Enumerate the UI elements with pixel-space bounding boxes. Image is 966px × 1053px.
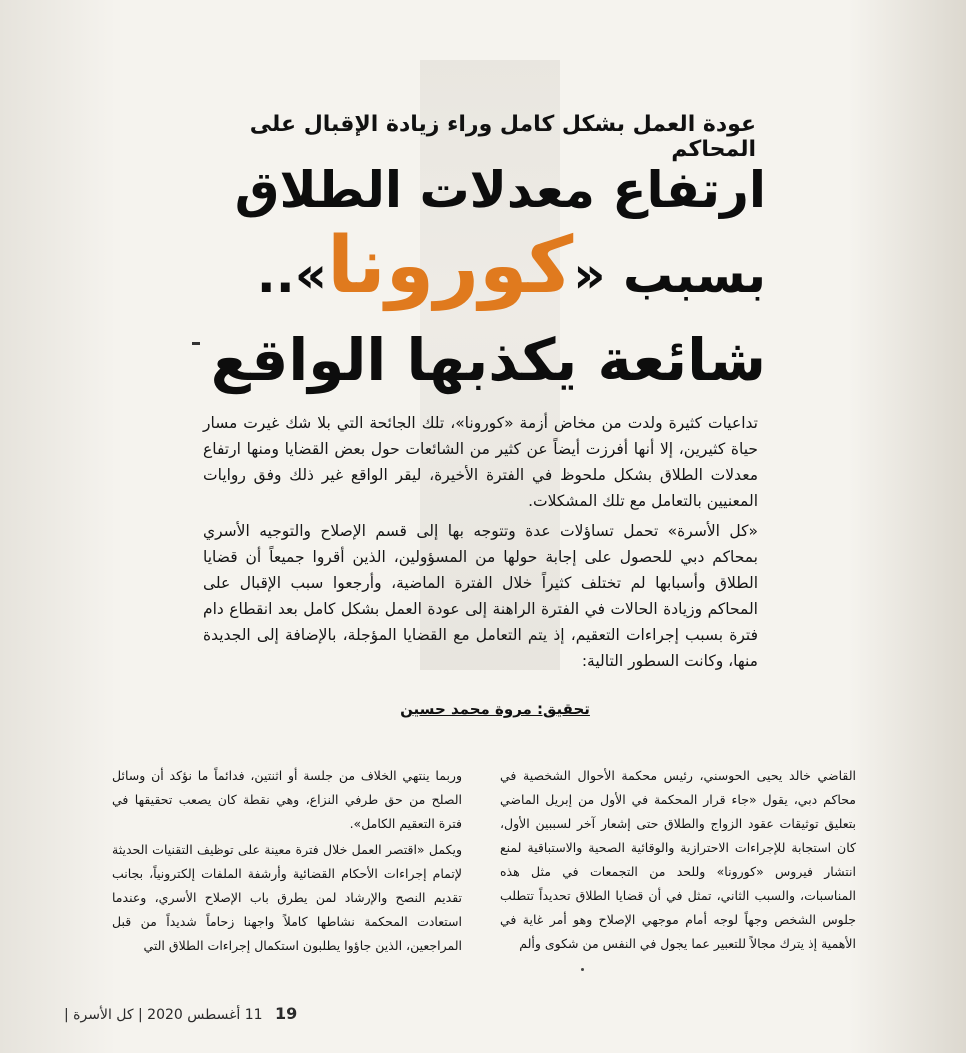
headline-line-3: شائعة يكذبها الواقع (210, 326, 766, 394)
intro-paragraph: تداعيات كثيرة ولدت من مخاض أزمة «كورونا»، تلك الجائحة التي بلا شك غيرت مسار حياة كثيرين، إلا أنها أفرزت أيضاً عن كثير من الشائعات حول بعض القضايا ومنها ارتفاع معدلات الطلاق بشكل ملحوظ في الفترة الأخيرة، ليقر الواقع غير ذلك وفق روايات المعنيين بالتعامل مع تلك المشكلات. (203, 414, 758, 510)
body-column-right (500, 764, 856, 958)
headline-accent-word: كورونا (327, 221, 574, 311)
headline-suffix: ».. (256, 246, 328, 304)
body-paragraph: ويكمل «اقتصر العمل خلال فترة معينة على توظيف التقنيات الحديثة لإتمام إجراءات الأحكام القضائية وأرشفة الملفات إلكترونياً، بجانب تقديم النصح والإرشاد لمن يطرق باب الإصلاح الأسري، وعندما استعادت المحكمة نشاطها كاملاً واجهنا زحاماً شديداً من قبل المراجعين، الذين جاؤوا يطلبون استكمال إجراءات الطلاق التي (112, 842, 462, 953)
headline-line-2 (146, 221, 766, 315)
body-paragraph: القاضي خالد يحيى الحوسني، رئيس محكمة الأحوال الشخصية في محاكم دبي، يقول «جاء قرار المحكمة في الأول من إبريل الماضي بتعليق توثيقات عقود الزواج والطلاق حتى إشعار آخر لسببين الأول، كان استجابة للإجراءات الاحترازية والوقائية الصحية والاستباقية لمنع انتشار فيروس «كورونا» وللحد من التجمعات في مثل هذه المناسبات، والسبب الثاني، تمثل في أن قضايا الطلاق تحديداً تتطلب جلوس الشخص وجهاً لوجه أمام موجهي الإصلاح وهو أمر غاية في الأهمية إذ يترك مجالاً للتعبير عما يجول في النفس من شكوى وألم (500, 768, 856, 951)
headline-dash (192, 342, 200, 345)
body-paragraph: وربما ينتهي الخلاف من جلسة أو اثنتين، فدائماً ما نؤكد أن وسائل الصلح من حق طرفي النزاع، وهي نقطة كان يصعب تحقيقها في فترة التعقيم الكامل». (112, 768, 462, 831)
article-byline: تحقيق: مروة محمد حسين (400, 700, 590, 718)
article-kicker: عودة العمل بشكل كامل وراء زيادة الإقبال على المحاكم (249, 112, 756, 162)
body-column-left (112, 764, 462, 960)
headline-line-1: ارتفاع معدلات الطلاق (234, 161, 766, 219)
page-footer (64, 1004, 297, 1023)
column-end-dot (581, 968, 584, 971)
page-number: 19 (275, 1004, 298, 1023)
issue-info: 11 أغسطس 2020 | كل الأسرة | (64, 1007, 263, 1023)
article-intro (203, 410, 758, 678)
intro-paragraph: «كل الأسرة» تحمل تساؤلات عدة وتتوجه بها إلى قسم الإصلاح والتوجيه الأسري بمحاكم دبي للحصول على إجابة حولها من المسؤولين، الذين أقروا جميعاً أن قضايا الطلاق وأسبابها لم تختلف كثيراً خلال الفترة الماضية، وأرجعوا سبب الإقبال على المحاكم وزيادة الحالات في الفترة الراهنة إلى عودة العمل بشكل كامل بعد انقطاع دام فترة بسبب إجراءات التعقيم، إذ يتم التعامل مع القضايا المؤجلة، بالإضافة إلى الجديدة منها، وكانت السطور التالية: (203, 522, 758, 670)
headline-prefix: بسبب « (573, 246, 766, 304)
